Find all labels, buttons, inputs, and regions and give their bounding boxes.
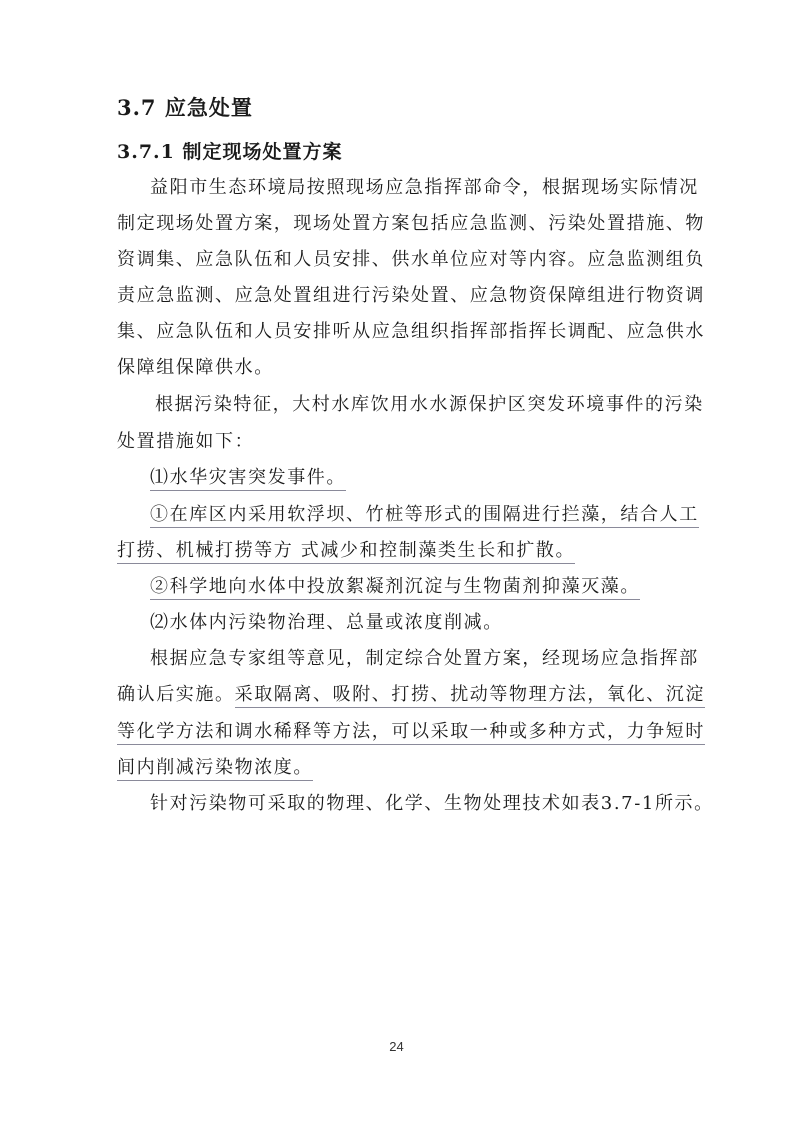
paragraph-1-line-2: 制定现场处置方案，现场处置方案包括应急监测、污染处置措施、物 (117, 213, 705, 234)
paragraph-1-line-5: 集、应急队伍和人员安排听从应急组织指挥部指挥长调配、应急供水 (117, 321, 705, 342)
item-1-sub-2 (150, 575, 640, 599)
item-1-title-text: ⑴水华灾害突发事件。 (150, 467, 346, 491)
subsection-heading: 3.7.1 制定现场处置方案 (117, 141, 343, 163)
paragraph-3-line-1: 根据应急专家组等意见，制定综合处置方案，经现场应急指挥部 (150, 648, 699, 669)
paragraph-1-line-4: 责应急监测、应急处置组进行污染处置、应急物资保障组进行物资调 (117, 285, 705, 306)
item-1-sub-2-text: ②科学地向水体中投放絮凝剂沉淀与生物菌剂抑藻灭藻。 (150, 576, 640, 600)
paragraph-4-line-1: 针对污染物可采取的物理、化学、生物处理技术如表3.7-1所示。 (150, 793, 714, 814)
paragraph-3-line-4-text: 间内削减污染物浓度。 (117, 757, 313, 781)
item-1-title (150, 466, 346, 490)
item-1-sub-1-line-1-text: ①在库区内采用软浮坝、竹桩等形式的围隔进行拦藻，结合人工 (150, 504, 699, 528)
paragraph-2-line-1: 根据污染特征，大村水库饮用水水源保护区突发环境事件的污染 (155, 394, 704, 415)
paragraph-3-line-2 (117, 683, 705, 707)
paragraph-3-line-3-text: 等化学方法和调水稀释等方法，可以采取一种或多种方式，力争短时 (117, 721, 705, 745)
paragraph-1-line-6: 保障组保障供水。 (117, 357, 274, 378)
paragraph-3-line-2-plain: 确认后实施。 (117, 684, 235, 705)
paragraph-2-line-2: 处置措施如下： (117, 431, 255, 452)
item-1-sub-1-line-2 (117, 539, 575, 563)
paragraph-3-line-3 (117, 720, 705, 744)
paragraph-3-line-2-underlined: 采取隔离、吸附、打捞、扰动等物理方法，氧化、沉淀 (235, 684, 705, 708)
item-2-title: ⑵水体内污染物治理、总量或浓度削减。 (150, 612, 503, 633)
section-heading: 3.7 应急处置 (117, 95, 253, 120)
paragraph-1-line-1: 益阳市生态环境局按照现场应急指挥部命令，根据现场实际情况 (150, 177, 699, 198)
paragraph-1-line-3: 资调集、应急队伍和人员安排、供水单位应对等内容。应急监测组负 (117, 249, 705, 270)
item-1-sub-1-line-2-text: 打捞、机械打捞等方 式减少和控制藻类生长和扩散。 (117, 540, 575, 564)
paragraph-3-line-4 (117, 756, 313, 780)
page-number: 24 (389, 1039, 404, 1054)
item-1-sub-1-line-1 (150, 503, 699, 527)
